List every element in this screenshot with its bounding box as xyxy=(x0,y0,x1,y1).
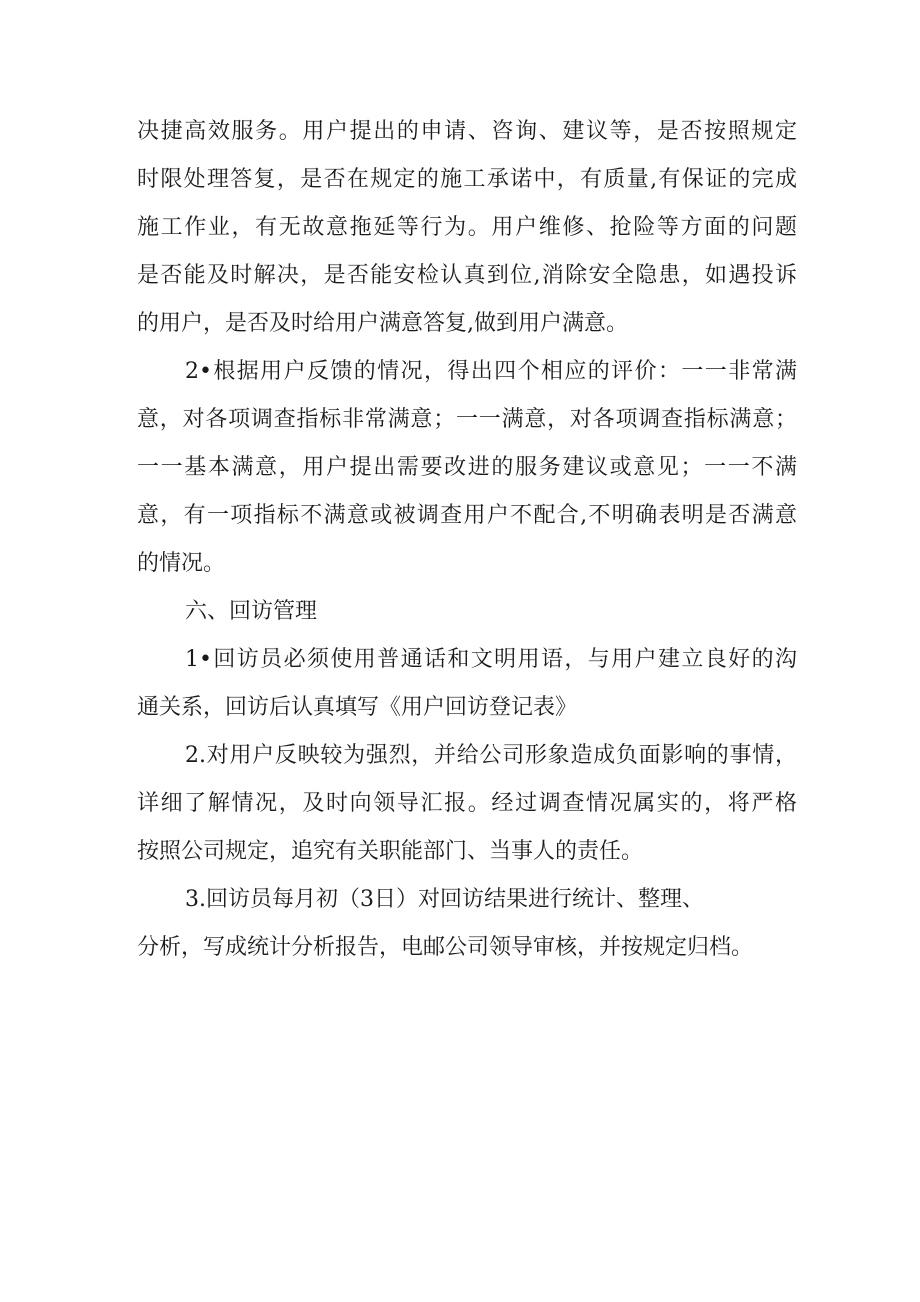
paragraph-rule-1 xyxy=(137,636,797,732)
text-line: 2•根据用户反馈的情况，得出四个相应的评价：一一非常满 xyxy=(185,359,797,384)
text-line: 意，有一项指标不满意或被调查用户不配合,不明确表明是否满意 xyxy=(137,503,797,528)
text-line: 意，对各项调查指标非常满意；一一满意，对各项调查指标满意； xyxy=(137,407,797,432)
paragraph-rule-3 xyxy=(137,876,797,972)
text-line: 施工作业，有无故意拖延等行为。用户维修、抢险等方面的问题 xyxy=(137,215,797,240)
text-line: 一一基本满意，用户提出需要改进的服务建议或意见；一一不满 xyxy=(137,455,797,480)
text-line: 是否能及时解决，是否能安检认真到位,消除安全隐患，如遇投诉 xyxy=(137,263,797,288)
text-line: 2.对用户反映较为强烈，并给公司形象造成负面影响的事情， xyxy=(185,743,797,768)
section-heading: 六、回访管理 xyxy=(185,599,318,624)
text-line: 按照公司规定，追究有关职能部门、当事人的责任。 xyxy=(137,839,644,864)
text-line: 详细了解情况，及时向领导汇报。经过调查情况属实的，将严格 xyxy=(137,791,797,816)
text-line: 通关系，回访后认真填写《用户回访登记表》 xyxy=(137,695,578,720)
document-body xyxy=(137,108,797,972)
text-line: 1•回访员必须使用普通话和文明用语，与用户建立良好的沟 xyxy=(185,647,797,672)
paragraph-rule-2 xyxy=(137,732,797,876)
paragraph-service-evaluation xyxy=(137,108,797,348)
paragraph-evaluation-levels xyxy=(137,348,797,588)
text-line: 决捷高效服务。用户提出的申请、咨询、建议等，是否按照规定 xyxy=(137,119,797,144)
text-line: 的情况。 xyxy=(137,551,226,576)
text-line: 时限处理答复，是否在规定的施工承诺中，有质量,有保证的完成 xyxy=(137,167,797,192)
text-line: 的用户，是否及时给用户满意答复,做到用户满意。 xyxy=(137,311,628,336)
text-line: 3.回访员每月初（3日）对回访结果进行统计、整理、 xyxy=(185,887,704,912)
text-line: 分析，写成统计分析报告，电邮公司领导审核，并按规定归档。 xyxy=(137,935,754,960)
